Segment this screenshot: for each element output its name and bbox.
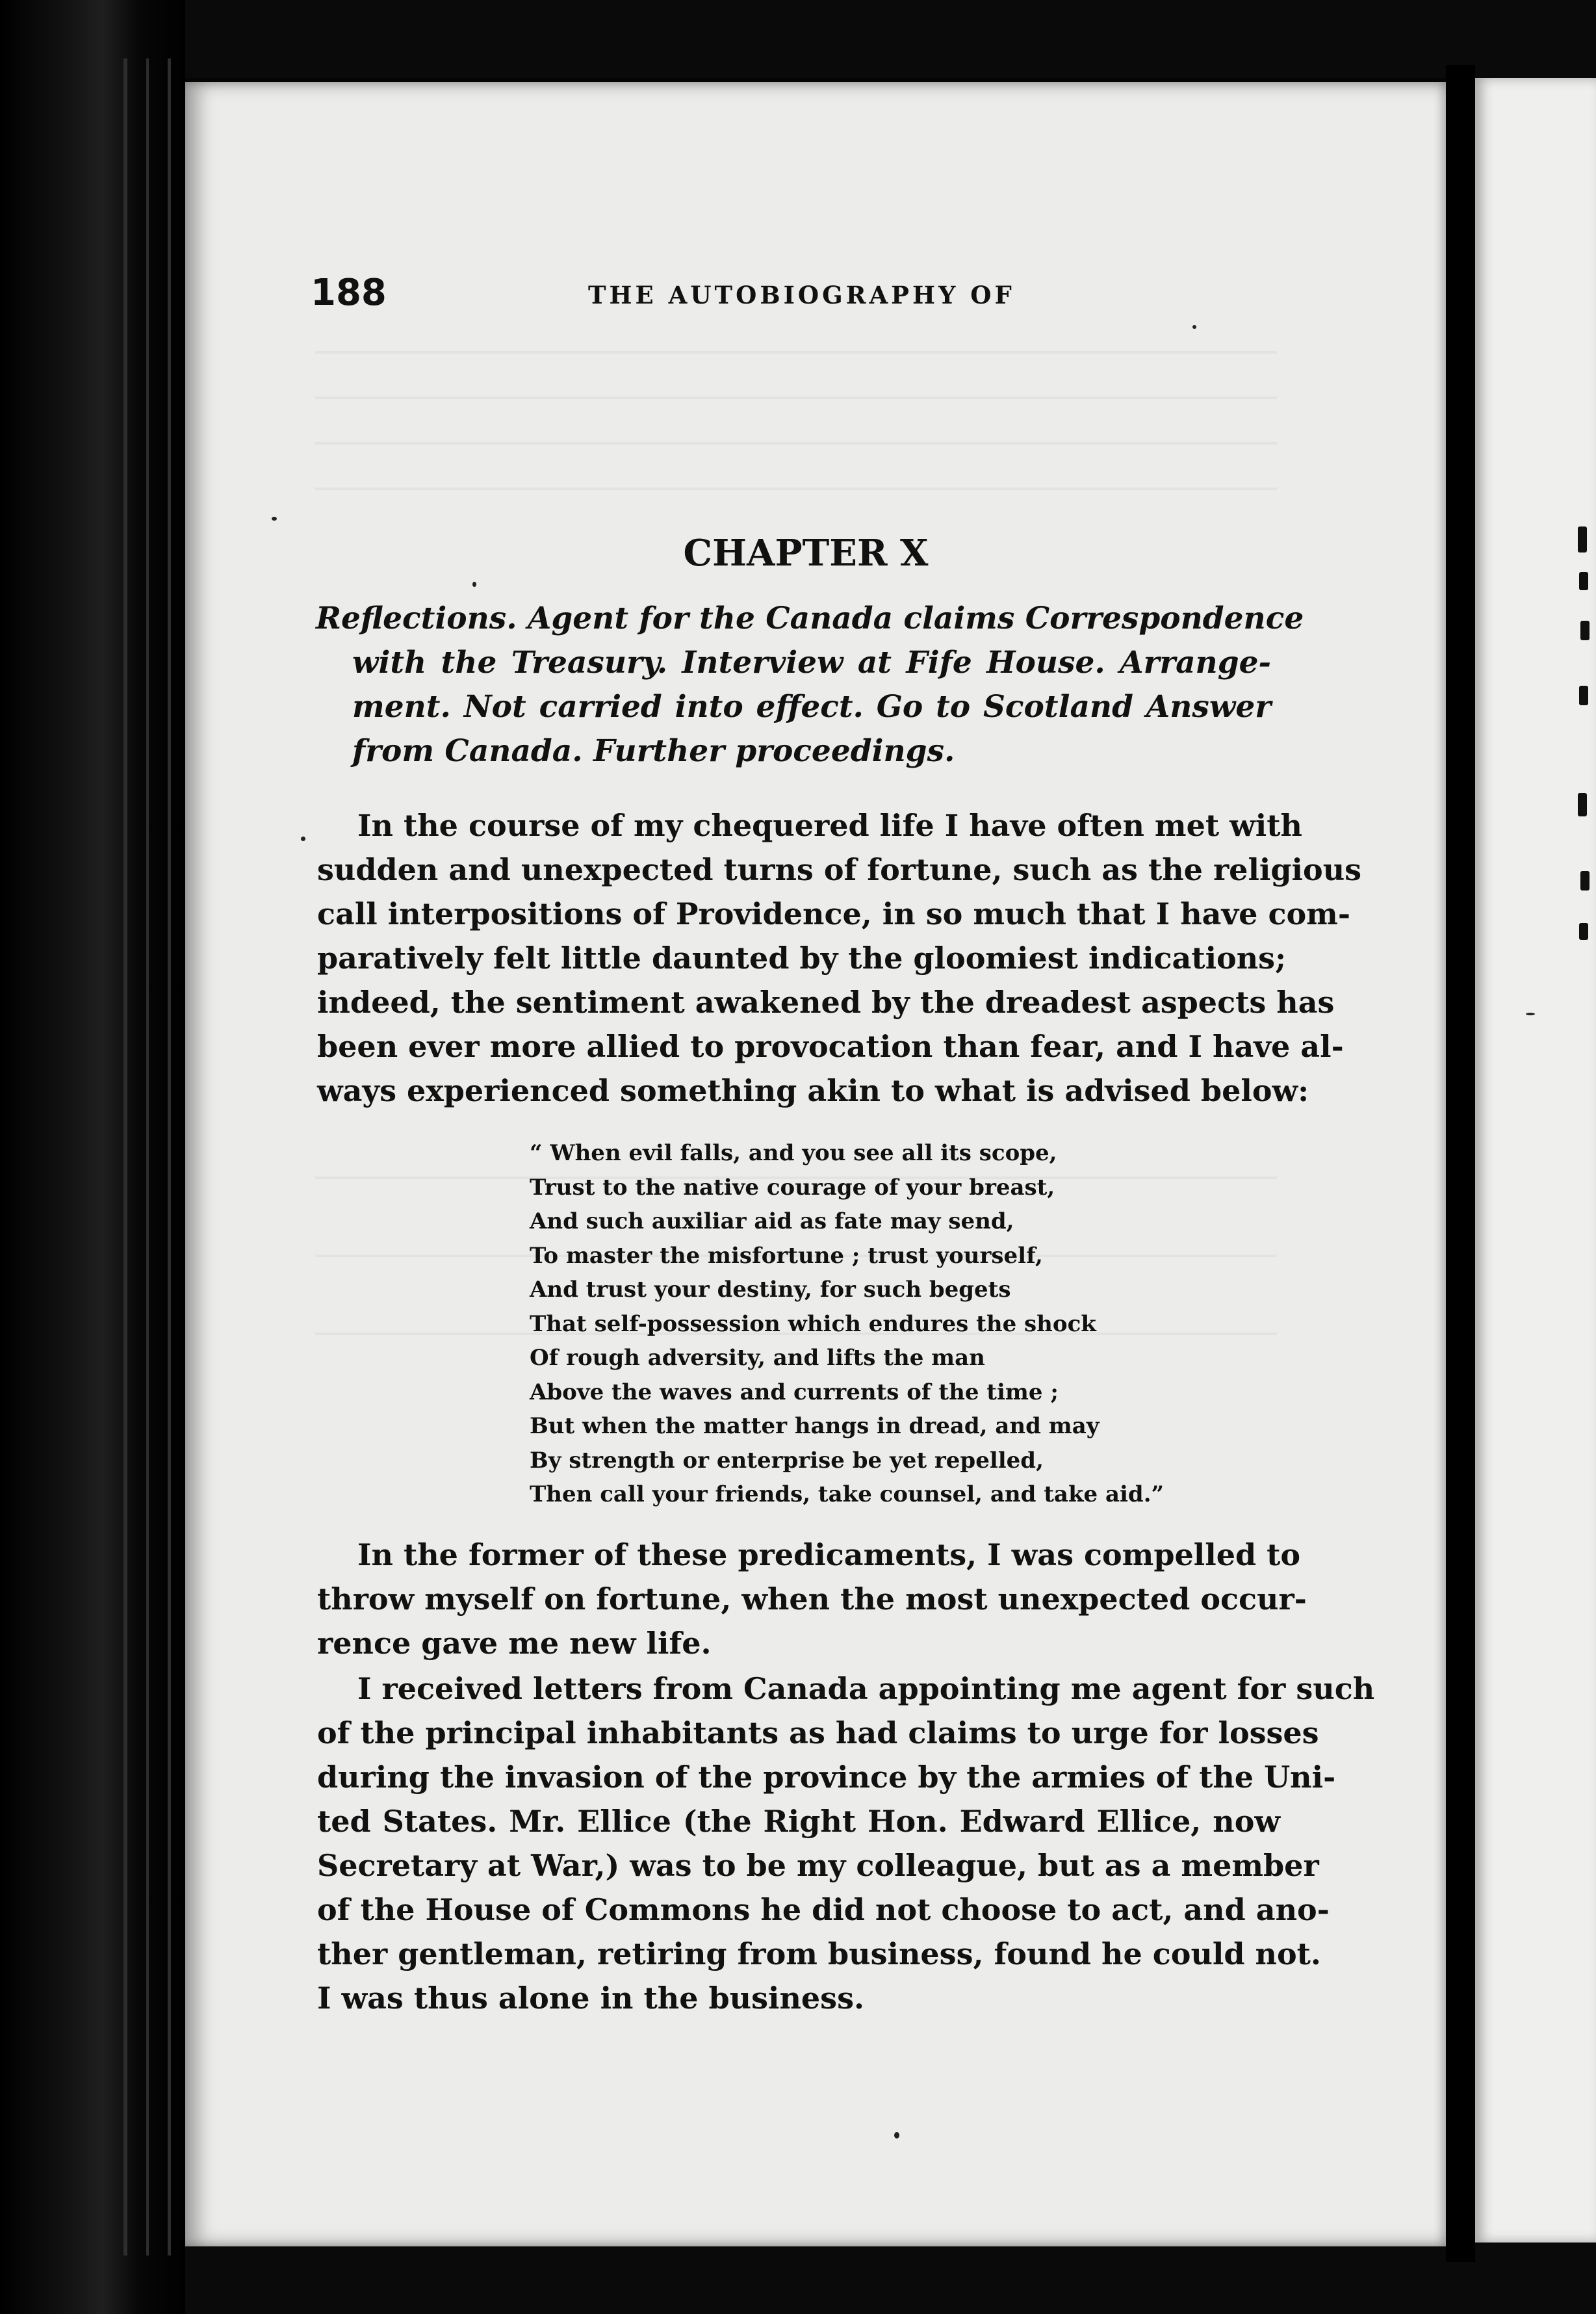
text-line: during the invasion of the province by the armies of the Uni- [317, 1760, 1336, 1795]
text-line: I received letters from Canada appointing me agent for such [357, 1671, 1375, 1706]
verse-line: And such auxiliar aid as fate may send, [530, 1208, 1014, 1234]
text-line: I was thus alone in the business. [317, 1981, 864, 2016]
facing-page-mark [1579, 923, 1588, 940]
facing-page-mark [1578, 526, 1587, 552]
spine-edge-line [168, 58, 171, 2256]
synopsis-line: Reflections. Agent for the Canada claims Correspondence [316, 601, 1304, 636]
text-line: In the former of these predicaments, I was compelled to [357, 1537, 1301, 1572]
text-line: of the principal inhabitants as had claims to urge for losses [317, 1715, 1319, 1750]
verse-line: That self-possession which endures the shock [530, 1310, 1096, 1337]
chapter-synopsis [316, 597, 1304, 774]
bleed-through-line [315, 488, 1277, 490]
text-line: Secretary at War,) was to be my colleague, but as a member [317, 1848, 1319, 1883]
facing-page-mark [1580, 871, 1590, 890]
facing-page-mark [1579, 572, 1588, 590]
print-speck [301, 837, 305, 841]
text-line: paratively felt little daunted by the gloomiest indications; [317, 941, 1287, 976]
chapter-title: CHAPTER X [683, 532, 929, 575]
text-line: of the House of Commons he did not choose to act, and ano- [317, 1892, 1330, 1927]
verse-line: But when the matter hangs in dread, and may [530, 1413, 1100, 1439]
verse-line: And trust your destiny, for such begets [530, 1277, 1011, 1303]
facing-page-mark [1580, 621, 1590, 640]
verse-line: To master the misfortune ; trust yourself, [530, 1242, 1043, 1269]
print-speck [1192, 325, 1196, 329]
verse-line: Of rough adversity, and lifts the man [530, 1345, 985, 1371]
bleed-through-line [315, 351, 1277, 354]
text-line: ways experienced something akin to what is advised below: [317, 1073, 1309, 1108]
facing-page-mark [1579, 686, 1588, 705]
verse-line: Above the waves and currents of the time ; [530, 1379, 1059, 1405]
running-title: THE AUTOBIOGRAPHY OF [588, 281, 1015, 309]
verse-line: “ When evil falls, and you see all its scope, [530, 1140, 1057, 1166]
bleed-through-line [315, 396, 1277, 399]
text-line: ther gentleman, retiring from business, found he could not. [317, 1936, 1321, 1971]
synopsis-line: with the Treasury. Interview at Fife House. Arrange- [352, 645, 1271, 681]
verse-quotation [530, 1136, 1179, 1512]
paragraph-3 [317, 1667, 1375, 2020]
text-line: call interpositions of Providence, in so much that I have com- [317, 896, 1350, 931]
text-line: ted States. Mr. Ellice (the Right Hon. Edward Ellice, now [317, 1804, 1280, 1839]
text-line: In the course of my chequered life I have often met with [357, 808, 1302, 843]
print-speck [894, 2132, 899, 2138]
print-speck [272, 517, 277, 521]
text-line: been ever more allied to provocation than fear, and I have al- [317, 1029, 1344, 1064]
synopsis-line: ment. Not carried into effect. Go to Scotland Answer [352, 689, 1271, 725]
text-line: sudden and unexpected turns of fortune, such as the religious [317, 852, 1362, 887]
verse-line: By strength or enterprise be yet repelled, [530, 1447, 1044, 1474]
paragraph-2 [317, 1533, 1307, 1665]
facing-page-mark [1578, 793, 1587, 816]
text-line: indeed, the sentiment awakened by the dreadest aspects has [317, 985, 1335, 1020]
paragraph-1 [317, 803, 1362, 1113]
spine-edge-line [146, 58, 149, 2256]
verse-line: Trust to the native courage of your breast, [530, 1174, 1055, 1201]
print-speck [1526, 1013, 1535, 1015]
synopsis-line: from Canada. Further proceedings. [352, 733, 955, 769]
page-gutter [1446, 65, 1475, 2262]
page-number: 188 [311, 272, 387, 314]
spine-edge-line [123, 58, 127, 2256]
text-line: throw myself on fortune, when the most unexpected occur- [317, 1581, 1307, 1617]
print-speck [472, 582, 476, 587]
facing-page-edge [1475, 78, 1596, 2242]
text-line: rence gave me new life. [317, 1626, 712, 1661]
bleed-through-line [315, 442, 1277, 445]
book-spine-left [0, 0, 185, 2314]
verse-line: Then call your friends, take counsel, and take aid.” [530, 1481, 1165, 1507]
